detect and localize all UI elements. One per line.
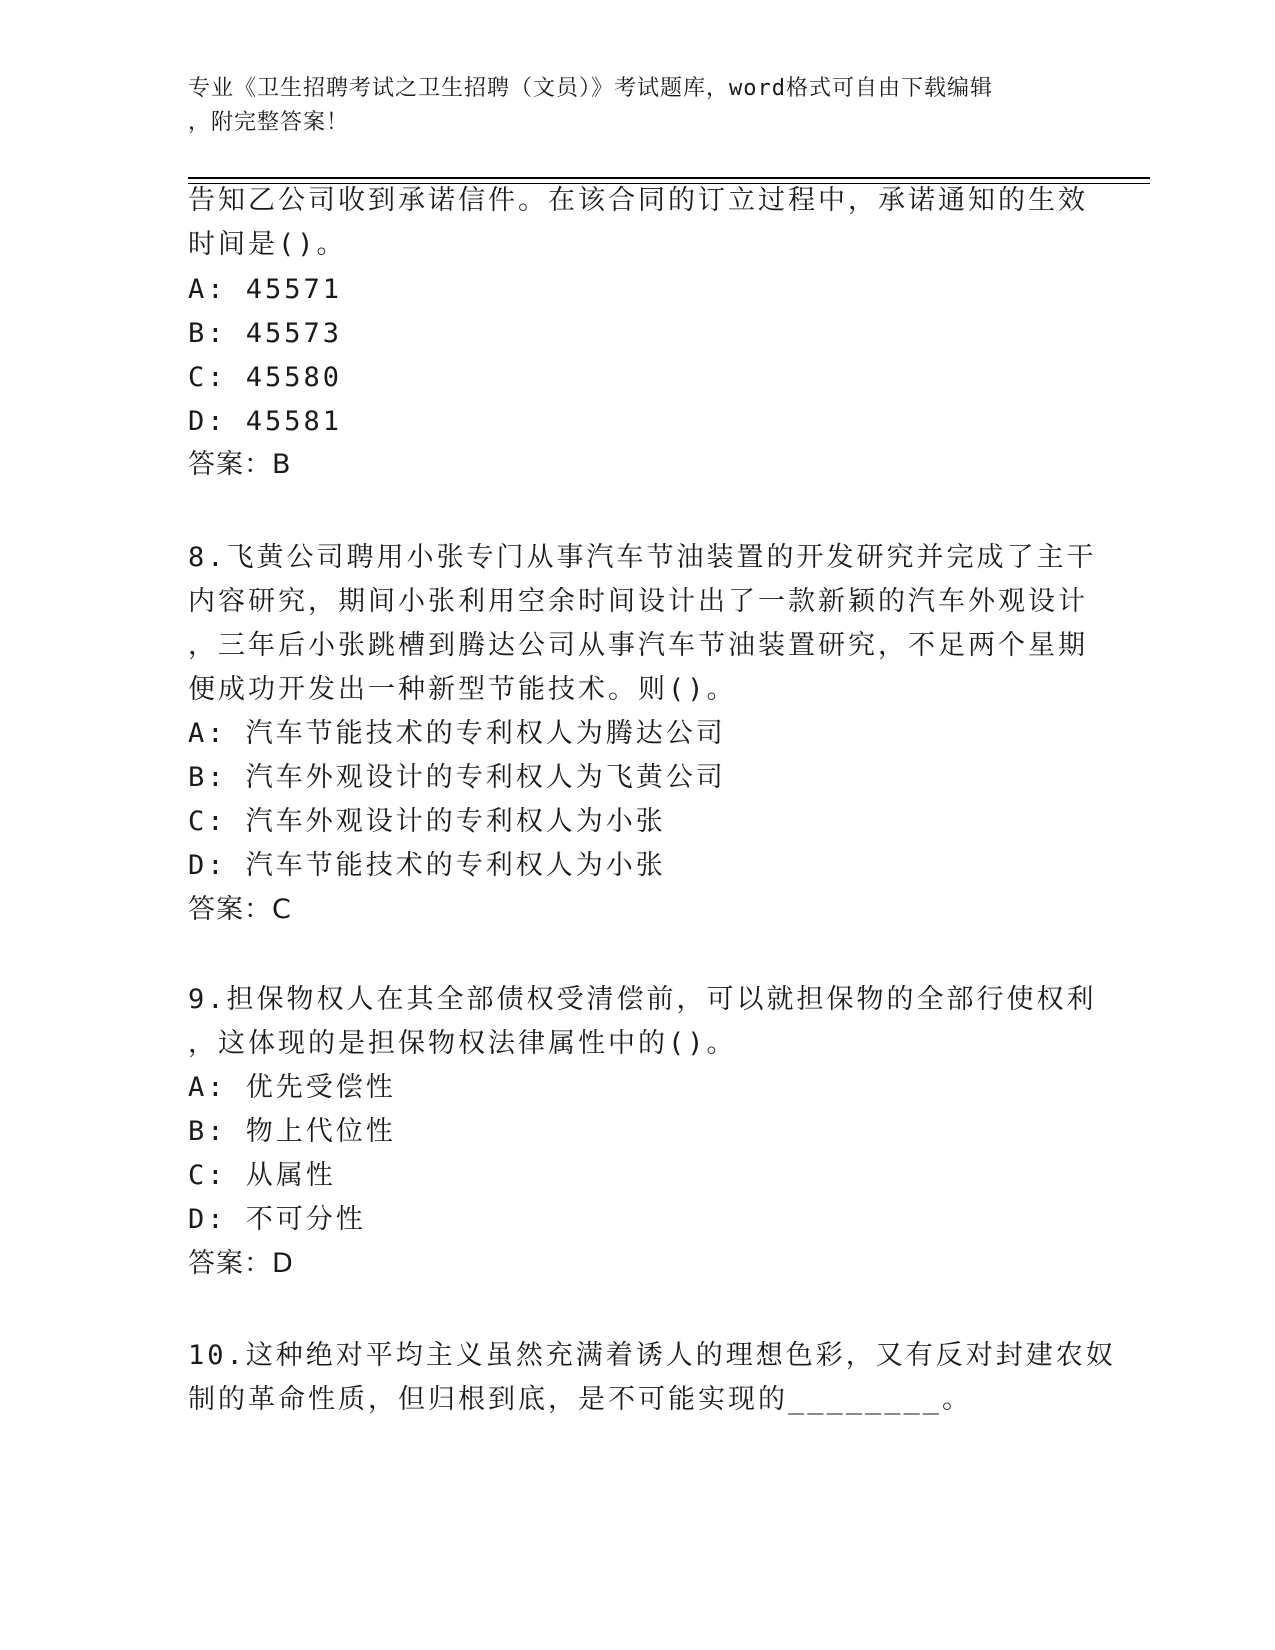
question-7-option-b: B: 45573 — [188, 318, 343, 349]
question-9-option-d: D: 不可分性 — [188, 1204, 366, 1235]
question-9-option-a: A: 优先受偿性 — [188, 1072, 396, 1103]
header-divider-thick — [188, 177, 1150, 179]
question-8-text-line-2: 内容研究，期间小张利用空余时间设计出了一款新颖的汽车外观设计 — [188, 586, 1088, 617]
question-7-text-line-1: 告知乙公司收到承诺信件。在该合同的订立过程中，承诺通知的生效 — [188, 185, 1088, 216]
question-8-answer: 答案：C — [188, 894, 292, 925]
question-8-option-a: A: 汽车节能技术的专利权人为腾达公司 — [188, 718, 726, 749]
question-7-option-d: D: 45581 — [188, 406, 343, 437]
header-line-1: 专业《卫生招聘考试之卫生招聘（文员）》考试题库，word格式可自由下载编辑 — [188, 76, 993, 101]
question-7-text-line-2: 时间是()。 — [188, 229, 347, 260]
question-8-text-line-1: 8.飞黄公司聘用小张专门从事汽车节油装置的开发研究并完成了主干 — [188, 542, 1097, 573]
question-9-answer: 答案：D — [188, 1248, 294, 1279]
question-8-option-c: C: 汽车外观设计的专利权人为小张 — [188, 806, 666, 837]
question-7-answer: 答案：B — [188, 449, 292, 480]
document-header — [188, 72, 1068, 140]
question-10-text-line-2: 制的革命性质，但归根到底，是不可能实现的________。 — [188, 1384, 973, 1415]
header-line-2: ，附完整答案！ — [188, 110, 350, 135]
question-8-option-d: D: 汽车节能技术的专利权人为小张 — [188, 850, 666, 881]
question-9-text-line-2: ，这体现的是担保物权法律属性中的()。 — [188, 1028, 737, 1059]
question-8-text-line-4: 便成功开发出一种新型节能技术。则()。 — [188, 674, 737, 705]
question-8-option-b: B: 汽车外观设计的专利权人为飞黄公司 — [188, 762, 726, 793]
question-7-option-c: C: 45580 — [188, 362, 343, 393]
question-10-text-line-1: 10.这种绝对平均主义虽然充满着诱人的理想色彩，又有反对封建农奴 — [188, 1340, 1116, 1371]
question-9-option-c: C: 从属性 — [188, 1160, 336, 1191]
question-9-option-b: B: 物上代位性 — [188, 1116, 396, 1147]
question-9-text-line-1: 9.担保物权人在其全部债权受清偿前，可以就担保物的全部行使权利 — [188, 984, 1097, 1015]
question-7-option-a: A: 45571 — [188, 274, 343, 305]
question-8-text-line-3: ，三年后小张跳槽到腾达公司从事汽车节油装置研究，不足两个星期 — [188, 630, 1088, 661]
